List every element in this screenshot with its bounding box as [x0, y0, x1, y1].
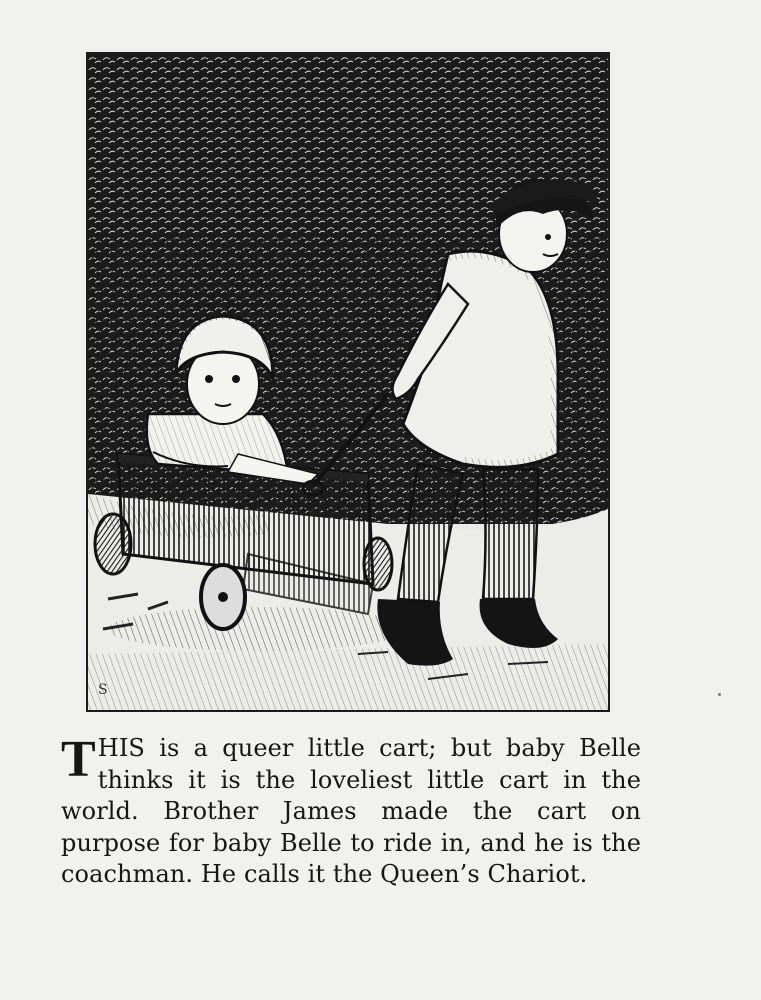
paper-speck	[718, 693, 721, 696]
story-paragraph-block	[61, 733, 641, 891]
drop-cap-letter: T	[61, 731, 96, 788]
engraving-boy-pulling-cart-icon	[88, 54, 608, 710]
story-text: HIS is a queer little cart; but baby Belle thinks it is the loveliest little cart in the world. Brother James made the cart on purpose for baby Belle to ride in, and he is the coachman. He calls it the Queen’s Chariot.	[61, 734, 641, 888]
story-paragraph	[61, 733, 641, 891]
svg-text:S: S	[98, 682, 108, 698]
engraving-illustration	[86, 52, 610, 712]
